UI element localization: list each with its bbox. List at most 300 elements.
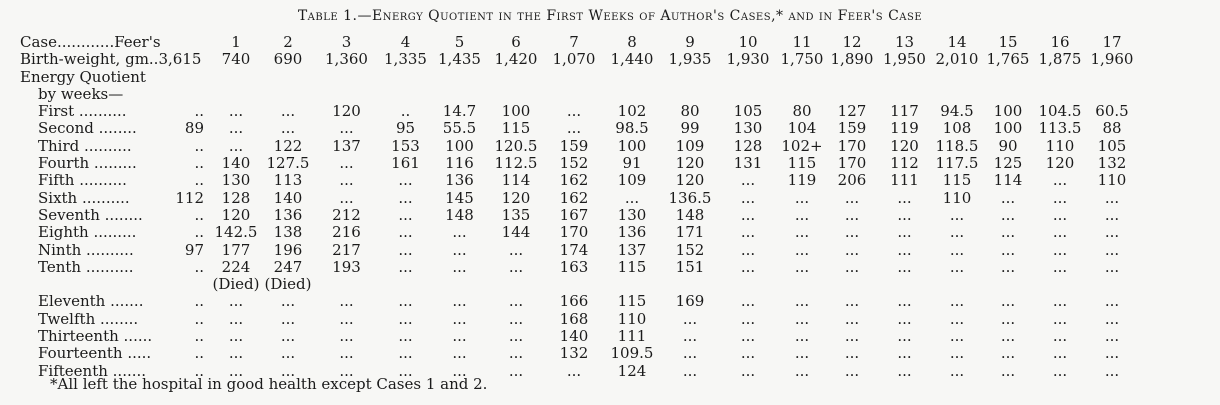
cell-value: 142.5	[214, 224, 258, 242]
feer-value: ..	[191, 293, 204, 310]
cell-value	[982, 276, 1034, 293]
header-row	[20, 34, 1138, 51]
birth-weight-value: 1,360	[325, 51, 368, 69]
cell-value: 98.5	[615, 120, 649, 138]
cell-value: 130	[617, 206, 647, 224]
cell-value: 105	[1097, 137, 1127, 155]
cell-value: (Died)	[264, 276, 312, 294]
cell-value	[877, 276, 932, 293]
feer-value: ..	[191, 207, 204, 224]
week-label: Fourth .........	[38, 155, 137, 173]
table-row	[20, 138, 1138, 155]
cell-value: ...	[452, 258, 467, 276]
birth-weight-value: 2,010	[935, 51, 979, 69]
cell-value: ...	[897, 345, 912, 363]
cell-value: 224	[221, 258, 251, 276]
table-row	[20, 172, 1138, 189]
birth-weight-value: 1,935	[668, 51, 712, 69]
cell-value: ...	[228, 328, 244, 346]
cell-value: 119	[890, 120, 919, 138]
cell-value: 110	[1097, 172, 1127, 190]
cell-value: 136.5	[668, 189, 712, 207]
table-row	[20, 345, 1138, 362]
cell-value: ...	[1052, 172, 1068, 190]
feer-value: ..	[191, 311, 204, 328]
case-header-label: Case............Feer's	[20, 34, 161, 51]
cell-value: ...	[949, 241, 965, 259]
row-label	[20, 293, 210, 310]
cell-value: 132	[1097, 155, 1127, 173]
cell-value: ...	[508, 293, 524, 311]
cell-value: 99	[680, 120, 700, 138]
week-label: Fifteenth .......	[38, 362, 147, 380]
case-number: 3	[341, 34, 352, 51]
cell-value: ...	[949, 310, 965, 328]
cell-value: ...	[1104, 258, 1120, 276]
cell-value: 140	[221, 155, 251, 173]
cell-value: ...	[1052, 189, 1068, 207]
feer-value: ..	[191, 259, 204, 276]
feer-value: 89	[182, 120, 204, 137]
cell-value	[777, 276, 827, 293]
cell-value: 131	[733, 155, 763, 173]
cell-value: ...	[1104, 293, 1120, 311]
cell-value: 159	[837, 120, 867, 138]
cell-value: 91	[622, 155, 642, 173]
cell-value: ...	[1000, 345, 1016, 363]
cell-value: ...	[508, 328, 524, 346]
cell-value: 114	[501, 172, 531, 190]
cell-value: 136	[273, 206, 303, 224]
cell-value: ...	[398, 310, 413, 328]
cell-value: ...	[339, 172, 354, 190]
cell-value: 120	[675, 155, 705, 173]
table-row	[20, 293, 1138, 310]
feer-value: 112	[172, 190, 204, 207]
cell-value: 144	[501, 224, 531, 242]
cell-value: 110	[1045, 137, 1075, 155]
cell-value: ...	[794, 241, 810, 259]
cell-value: 132	[559, 345, 589, 363]
cell-value: 117.5	[935, 155, 979, 173]
birth-weight-value: 1,335	[384, 51, 427, 69]
cell-value: ...	[740, 328, 756, 346]
cell-value: ...	[280, 345, 296, 363]
row-label	[20, 103, 210, 120]
cell-value: ...	[508, 362, 524, 380]
cell-value: 120	[675, 172, 705, 190]
cell-value: ...	[794, 328, 810, 346]
cell-value: 193	[332, 258, 361, 276]
cell-value	[603, 276, 661, 293]
row-label	[20, 328, 210, 345]
cell-value: 166	[559, 293, 589, 311]
cell-value: ...	[1000, 310, 1016, 328]
cell-value: 55.5	[442, 120, 477, 138]
cell-value: ...	[1052, 345, 1068, 363]
cell-value: 102	[617, 103, 647, 121]
cell-value: 130	[733, 120, 763, 138]
birth-weight-value: 740	[221, 51, 251, 69]
section-label: Energy Quotient	[20, 68, 146, 86]
cell-value: 196	[273, 241, 303, 259]
cell-value: ...	[1000, 189, 1016, 207]
row-label	[20, 259, 210, 276]
cell-value: ...	[844, 362, 860, 380]
birth-weight-value: 1,765	[986, 51, 1030, 69]
cell-value: 108	[942, 120, 972, 138]
cell-value: ...	[398, 206, 413, 224]
cell-value: ...	[1000, 362, 1016, 380]
feer-value: ..	[191, 224, 204, 241]
footnote: *All left the hospital in good health except Cases 1 and 2.	[50, 375, 488, 393]
case-number: 9	[685, 34, 695, 51]
cell-value: 130	[221, 172, 251, 190]
cell-value: 174	[559, 241, 589, 259]
cell-value: 60.5	[1095, 103, 1129, 121]
cell-value: 216	[332, 224, 361, 242]
cell-value: ...	[1104, 241, 1120, 259]
table-row	[20, 328, 1138, 345]
row-label	[20, 224, 210, 241]
birth-weight-value: 1,875	[1038, 51, 1082, 69]
row-label	[20, 242, 210, 259]
birth-weight-value: 1,070	[552, 51, 596, 69]
cell-value: ...	[624, 189, 640, 207]
cell-value: ...	[1104, 362, 1120, 380]
cell-value: ...	[949, 345, 965, 363]
case-number: 10	[738, 34, 758, 51]
cell-value: 80	[792, 103, 812, 121]
cell-value: ...	[1052, 362, 1068, 380]
cell-value: 148	[445, 206, 474, 224]
cell-value: 110	[617, 310, 647, 328]
cell-value: 95	[395, 120, 416, 138]
cell-value: ...	[339, 310, 354, 328]
cell-value: ...	[339, 362, 354, 380]
case-number: 17	[1102, 34, 1122, 51]
cell-value: 120	[221, 206, 251, 224]
cell-value: ...	[398, 189, 413, 207]
cell-value: ...	[1104, 224, 1120, 242]
cell-value: ...	[452, 310, 467, 328]
week-label: Third ..........	[38, 137, 132, 155]
cell-value: ...	[740, 345, 756, 363]
birth-weight-value: 1,440	[610, 51, 654, 69]
cell-value: ...	[794, 189, 810, 207]
table-row	[20, 242, 1138, 259]
cell-value: 120	[501, 189, 531, 207]
cell-value: ...	[897, 328, 912, 346]
cell-value: 88	[1102, 120, 1122, 138]
case-number: 16	[1050, 34, 1070, 51]
cell-value: 170	[837, 155, 867, 173]
cell-value	[487, 276, 545, 293]
cell-value: ...	[339, 328, 354, 346]
cell-value: ...	[1000, 206, 1016, 224]
cell-value: ...	[897, 362, 912, 380]
row-label	[20, 120, 210, 137]
case-number: 5	[454, 34, 465, 51]
cell-value: 162	[559, 189, 589, 207]
cell-value: 170	[837, 137, 867, 155]
cell-value: ...	[740, 310, 756, 328]
week-label: Thirteenth ......	[38, 328, 153, 346]
week-label: Second ........	[38, 120, 137, 138]
feer-value: ..	[191, 345, 204, 362]
week-label: Seventh ........	[38, 206, 143, 224]
cell-value: ...	[398, 328, 413, 346]
week-label: Tenth ..........	[38, 258, 134, 276]
cell-value: 100	[993, 120, 1023, 138]
week-label: Fourteenth .....	[38, 345, 152, 363]
cell-value: ...	[228, 362, 244, 380]
cell-value: ...	[1104, 206, 1120, 224]
cell-value: 115	[501, 120, 531, 138]
case-number: 15	[998, 34, 1018, 51]
cell-value: ...	[1052, 241, 1068, 259]
cell-value: 171	[675, 224, 705, 242]
cell-value: ...	[398, 293, 413, 311]
cell-value: ...	[339, 189, 354, 207]
cell-value: ...	[897, 206, 912, 224]
case-number: 12	[842, 34, 862, 51]
cell-value: ...	[949, 293, 965, 311]
cell-value: ...	[844, 189, 860, 207]
cell-value: 120	[890, 137, 919, 155]
cell-value	[661, 276, 719, 293]
cell-value: ...	[897, 310, 912, 328]
cell-value: ...	[452, 362, 467, 380]
cell-value: ...	[508, 258, 524, 276]
feer-value: ..	[191, 172, 204, 189]
row-label	[20, 190, 210, 207]
cell-value: 140	[559, 328, 589, 346]
cell-value	[314, 276, 379, 293]
cell-value: ...	[452, 345, 467, 363]
cell-value: 115	[787, 155, 817, 173]
cell-value: ...	[1052, 206, 1068, 224]
feer-value: ..	[191, 328, 204, 345]
cell-value: 212	[332, 206, 361, 224]
cell-value: ...	[1104, 189, 1120, 207]
cell-value: ...	[1000, 258, 1016, 276]
cell-value: 145	[445, 189, 474, 207]
section-label-row	[20, 69, 1138, 86]
cell-value: ...	[740, 206, 756, 224]
cell-value: 112	[890, 155, 919, 173]
cell-value: 128	[221, 189, 251, 207]
cell-value: 109.5	[610, 345, 654, 363]
cell-value: (Died)	[212, 276, 260, 294]
table-row	[20, 155, 1138, 172]
cell-value: 104.5	[1038, 103, 1082, 121]
cell-value: 109	[617, 172, 647, 190]
feer-value: ..	[191, 138, 204, 155]
cell-value: ...	[280, 328, 296, 346]
cell-value: ...	[844, 224, 860, 242]
cell-value: 118.5	[935, 137, 979, 155]
cell-value: 128	[733, 137, 763, 155]
birth-weight-value: 690	[273, 51, 303, 69]
cell-value: 104	[787, 120, 817, 138]
cell-value: 80	[680, 103, 700, 121]
birth-weight-value: 1,435	[438, 51, 481, 69]
cell-value: 161	[391, 155, 420, 173]
cell-value: ...	[740, 293, 756, 311]
week-label: Sixth ..........	[38, 189, 130, 207]
cell-value: ...	[228, 103, 244, 121]
case-number: 8	[627, 34, 637, 51]
case-number: 2	[283, 34, 293, 51]
cell-value: 167	[559, 206, 589, 224]
feer-value: ..	[191, 155, 204, 172]
cell-value	[932, 276, 982, 293]
cell-value: ...	[949, 362, 965, 380]
cell-value: ...	[339, 120, 354, 138]
cell-value: ...	[844, 328, 860, 346]
cell-value: ...	[1052, 310, 1068, 328]
cell-value: ...	[949, 258, 965, 276]
cell-value: ...	[844, 206, 860, 224]
cell-value: ...	[682, 328, 698, 346]
cell-value: 247	[273, 258, 303, 276]
cell-value	[719, 276, 777, 293]
section-sub-label: by weeks—	[38, 85, 124, 103]
cell-value: 170	[559, 224, 589, 242]
cell-value: 125	[993, 155, 1023, 173]
cell-value: 115	[942, 172, 972, 190]
cell-value: ...	[398, 345, 413, 363]
cell-value: 120.5	[494, 137, 538, 155]
cell-value: 206	[837, 172, 867, 190]
cell-value: 100	[501, 103, 531, 121]
cell-value: ...	[682, 310, 698, 328]
row-label	[20, 172, 210, 189]
cell-value: 163	[559, 258, 589, 276]
birth-weight-row	[20, 51, 1138, 68]
cell-value: ...	[844, 258, 860, 276]
table-row	[20, 190, 1138, 207]
cell-value: 138	[273, 224, 303, 242]
table-row	[20, 259, 1138, 276]
section-sub-row	[20, 86, 1138, 103]
table-row	[20, 207, 1138, 224]
cell-value: ...	[794, 293, 810, 311]
cell-value: ...	[794, 310, 810, 328]
cell-value: 102+	[781, 137, 823, 155]
table-row	[20, 311, 1138, 328]
table-title: Table 1.—Energy Quotient in the First Weeks of Author's Cases,* and in Feer's Case	[297, 8, 923, 24]
case-number: 11	[792, 34, 812, 51]
cell-value: 159	[559, 137, 589, 155]
cell-value: 152	[559, 155, 589, 173]
cell-value: ...	[740, 172, 756, 190]
cell-value	[827, 276, 877, 293]
cell-value: ...	[339, 345, 354, 363]
cell-value: ...	[897, 258, 912, 276]
cell-value	[432, 276, 487, 293]
cell-value: 151	[675, 258, 705, 276]
cell-value: 94.5	[940, 103, 974, 121]
cell-value: ...	[1000, 241, 1016, 259]
cell-value: ...	[1052, 258, 1068, 276]
birth-weight-value: 1,420	[494, 51, 538, 69]
cell-value: ...	[228, 293, 244, 311]
cell-value: 136	[445, 172, 474, 190]
cell-value: 113.5	[1038, 120, 1082, 138]
cell-value: 111	[890, 172, 919, 190]
cell-value: ...	[794, 362, 810, 380]
cell-value: ...	[228, 120, 244, 138]
cell-value: 117	[890, 103, 919, 121]
cell-value: ...	[897, 293, 912, 311]
cell-value: ...	[1104, 310, 1120, 328]
cell-value: 115	[617, 258, 647, 276]
birth-weight-value: 1,750	[780, 51, 824, 69]
case-number: 6	[511, 34, 521, 51]
cell-value: ...	[1104, 328, 1120, 346]
cell-value: ...	[508, 310, 524, 328]
cell-value: ...	[1104, 345, 1120, 363]
cell-value: 14.7	[442, 103, 477, 121]
week-label: Eleventh .......	[38, 293, 144, 311]
cell-value: ...	[844, 293, 860, 311]
cell-value: ...	[398, 241, 413, 259]
cell-value: 152	[675, 241, 705, 259]
cell-value: 120	[1045, 155, 1075, 173]
cell-value: ...	[1052, 293, 1068, 311]
cell-value: 168	[559, 310, 589, 328]
cell-value: 169	[675, 293, 705, 311]
case-number: 7	[569, 34, 579, 51]
cell-value: ...	[1052, 328, 1068, 346]
cell-value: 100	[617, 137, 647, 155]
cell-value: ...	[1052, 224, 1068, 242]
week-label: First ..........	[38, 103, 127, 121]
table-row	[20, 103, 1138, 120]
row-label	[20, 276, 210, 293]
cell-value: ...	[452, 224, 467, 242]
cell-value: 115	[617, 293, 647, 311]
cell-value: ...	[566, 362, 582, 380]
birth-weight-label: Birth-weight, gm..3,615	[20, 51, 202, 69]
energy-quotient-table	[20, 34, 1138, 380]
cell-value: ...	[740, 258, 756, 276]
cell-value: 120	[332, 103, 361, 121]
cell-value: ...	[897, 241, 912, 259]
cell-value: ...	[897, 189, 912, 207]
cell-value: 127	[837, 103, 867, 121]
case-number: 14	[947, 34, 967, 51]
cell-value	[1086, 276, 1138, 293]
cell-value: ...	[398, 258, 413, 276]
week-label: Twelfth ........	[38, 310, 139, 328]
cell-value: ...	[398, 172, 413, 190]
cell-value: ...	[740, 189, 756, 207]
cell-value: ...	[794, 345, 810, 363]
cell-value: 122	[273, 137, 303, 155]
table-row	[20, 120, 1138, 137]
cell-value: ...	[339, 155, 354, 173]
cell-value: ...	[452, 293, 467, 311]
cell-value	[545, 276, 603, 293]
cell-value: 177	[221, 241, 251, 259]
case-number: 1	[231, 34, 241, 51]
cell-value: 127.5	[266, 155, 310, 173]
cell-value: 105	[733, 103, 763, 121]
feer-value: ..	[191, 103, 204, 120]
